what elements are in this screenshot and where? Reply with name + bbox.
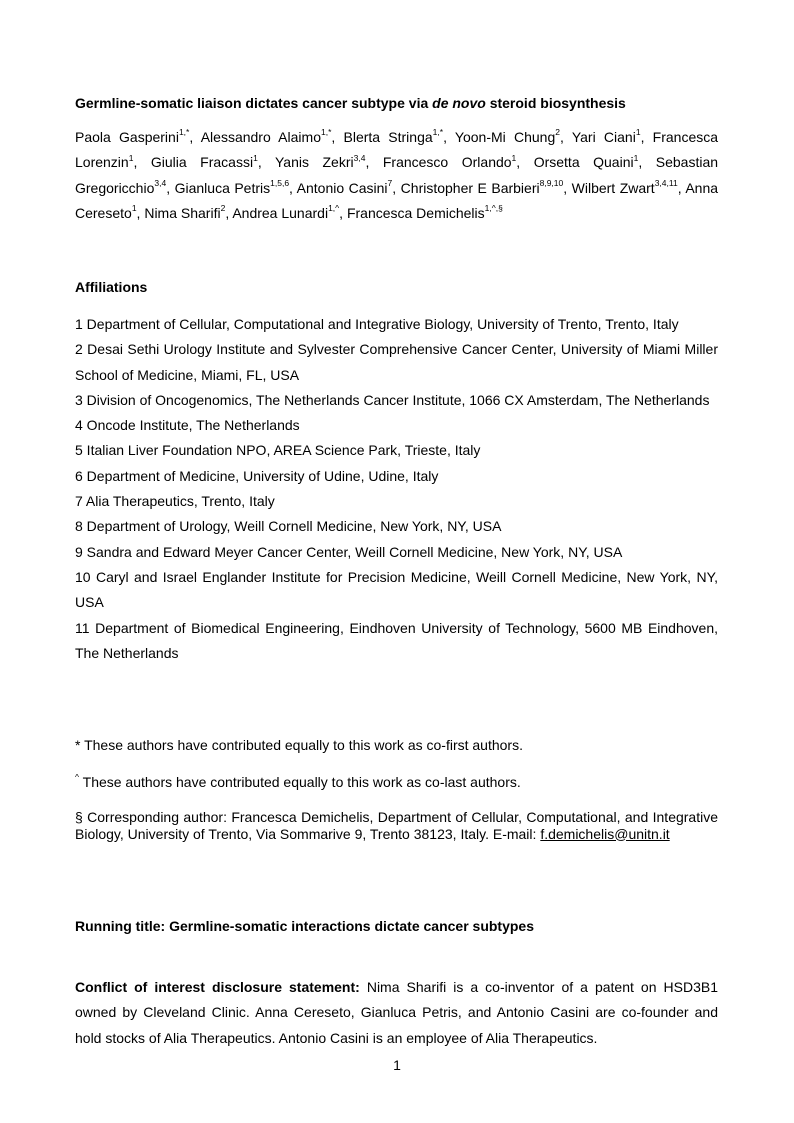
author-affiliation-marker: 7 xyxy=(387,177,393,188)
affiliation-10: 10 Caryl and Israel Englander Institute for Precision Medicine, Weill Cornell Medicine, New York, NY, USA xyxy=(75,568,718,611)
author-name: Paola Gasperini xyxy=(75,129,179,145)
conflict-of-interest xyxy=(75,975,718,1051)
conflict-text: Nima Sharifi is a co-inventor of a patent on HSD3B1 owned by Cleveland Clinic. Anna Cereseto, Gianluca Petris, and Antonio Casini are co-founder and hold stocks of Alia Therapeutics. Antonio Casini is an employee of Alia Therapeutics. xyxy=(75,979,718,1046)
author-name: Francesca Demichelis xyxy=(346,204,485,221)
author-item xyxy=(296,177,393,196)
affiliation-4: 4 Oncode Institute, The Netherlands xyxy=(75,417,300,434)
corresponding-email-link[interactable]: f.demichelis@unitn.it xyxy=(540,825,670,842)
affiliation-6: 6 Department of Medicine, University of Udine, Udine, Italy xyxy=(75,467,439,484)
author-item xyxy=(201,129,332,145)
author-affiliation-marker: 1,* xyxy=(320,127,332,138)
conflict-label: Conflict of interest disclosure statement: xyxy=(75,979,360,995)
affiliation-9: 9 Sandra and Edward Meyer Cancer Center, Weill Cornell Medicine, New York, NY, USA xyxy=(75,543,623,560)
author-name: Anna Cereseto xyxy=(75,179,719,221)
footnote-marker-caret: ^ xyxy=(75,772,79,783)
author-item xyxy=(174,177,290,196)
author-name: Andrea Lunardi xyxy=(232,204,329,221)
author-list: Paola Gasperini$^{1,*}$, Alessandro Alaimo$^{1,*}$, Blerta Stringa$^{1,*}$, Yoon-Mi Chung$^2$, Yari Ciani$^1$, Francesca Lorenzin$^1$, Giulia Fracassi$^1$, Yanis Zekri$^{3,4}$, Francesco Orlando$^1$, Orsetta Quaini$^1$, Sebastian Gregoricchio$^{3,4}$, Gianluca Petris$^{1,5,6}$, Antonio Casini$^7$, Christopher E Barbieri$^{8,9,10}$, Wilbert Zwart$^{3,4,11}$, Anna Cereseto$^1$, Nima Sharifi$^2$, Andrea Lunardi$^{1,\^{}}$, Francesca Demichelis$^{1,\^{},\S}$ xyxy=(75,127,719,221)
author-affiliation-marker: 1,^,§ xyxy=(484,203,503,214)
footnote-co-first xyxy=(75,735,718,755)
title-text-end: steroid biosynthesis xyxy=(485,95,626,111)
author-item xyxy=(383,154,516,170)
affiliation-5: 5 Italian Liver Foundation NPO, AREA Science Park, Trieste, Italy xyxy=(75,442,481,459)
paper-title xyxy=(75,93,718,113)
author-affiliation-marker: 8,9,10 xyxy=(539,177,564,188)
author-name: Orsetta Quaini xyxy=(533,154,634,171)
author-affiliation-marker: 1 xyxy=(128,152,134,163)
author-item xyxy=(400,177,564,196)
affiliation-list xyxy=(75,312,718,666)
author-name: Yanis Zekri xyxy=(274,154,354,171)
title-text-start: Germline-somatic liaison dictates cancer subtype via xyxy=(75,95,433,111)
corresponding-author-text: § Corresponding author: Francesca Demichelis, Department of Cellular, Computational, and Integrative Biology, University of Trento, Via Sommarive 9, Trento 38123, Italy. E-mail: xyxy=(75,809,718,842)
footnote-co-last xyxy=(75,772,718,792)
author-item xyxy=(455,129,560,145)
author-name: Christopher E Barbieri xyxy=(400,179,540,196)
running-title: Running title: Germline-somatic interactions dictate cancer subtypes xyxy=(75,918,534,934)
page-number: 1 xyxy=(393,1057,401,1073)
author-affiliation-marker: 3,4,11 xyxy=(654,177,678,188)
title-italic-term: de novo xyxy=(432,95,486,111)
author-item xyxy=(144,205,225,221)
author-affiliation-marker: 1,* xyxy=(178,127,190,138)
author-item xyxy=(75,129,189,145)
affiliation-2: 2 Desai Sethi Urology Institute and Sylvester Comprehensive Cancer Center, University of Miami Miller School of Medicine, Miami, FL, USA xyxy=(75,341,718,383)
author-name: Francesco Orlando xyxy=(382,154,512,171)
author-item xyxy=(534,154,639,170)
author-name: Gianluca Petris xyxy=(174,179,271,196)
footnote-marker-asterisk: * xyxy=(75,737,81,753)
author-name: Alessandro Alaimo xyxy=(200,129,321,145)
affiliation-1: 1 Department of Cellular, Computational and Integrative Biology, University of Trento, Trento, Italy xyxy=(75,316,679,332)
author-item xyxy=(275,154,365,170)
author-name: Yari Ciani xyxy=(571,129,636,145)
footnote-co-last-text: These authors have contributed equally to this work as co-last authors. xyxy=(79,774,521,790)
author-affiliation-marker: 1 xyxy=(253,152,258,163)
author-item xyxy=(232,205,339,221)
author-item xyxy=(572,129,641,145)
affiliation-11: 11 Department of Biomedical Engineering, Eindhoven University of Technology, 5600 MB Eindhoven, The Netherlands xyxy=(75,619,718,661)
author-affiliation-marker: 1 xyxy=(511,152,517,163)
author-item xyxy=(344,129,444,145)
author-name: Antonio Casini xyxy=(296,179,388,196)
author-name: Nima Sharifi xyxy=(144,204,221,221)
author-affiliation-marker: 1 xyxy=(633,152,639,163)
author-affiliation-marker: 2 xyxy=(555,127,560,138)
author-item xyxy=(347,205,503,221)
author-name: Giulia Fracassi xyxy=(150,154,254,171)
affiliation-3: 3 Division of Oncogenomics, The Netherlands Cancer Institute, 1066 CX Amsterdam, The Netherlands xyxy=(75,391,710,408)
author-item xyxy=(151,154,258,170)
author-affiliation-marker: 3,4 xyxy=(154,177,167,188)
author-name: Yoon-Mi Chung xyxy=(454,129,556,145)
corresponding-author xyxy=(75,809,718,842)
author-affiliation-marker: 3,4 xyxy=(353,152,366,163)
author-name: Blerta Stringa xyxy=(343,129,433,145)
author-affiliation-marker: 2 xyxy=(220,203,226,214)
affiliation-8: 8 Department of Urology, Weill Cornell Medicine, New York, NY, USA xyxy=(75,518,502,535)
author-name: Sebastian Gregoricchio xyxy=(75,154,719,196)
author-affiliation-marker: 1,^ xyxy=(328,203,340,214)
author-affiliation-marker: 1 xyxy=(131,203,137,214)
footnote-co-first-text: These authors have contributed equally to this work as co-first authors. xyxy=(80,737,523,753)
author-item xyxy=(571,177,678,196)
affiliations-heading: Affiliations xyxy=(75,279,148,295)
author-name: Wilbert Zwart xyxy=(571,179,655,196)
affiliation-7: 7 Alia Therapeutics, Trento, Italy xyxy=(75,493,275,510)
author-name: Francesca Lorenzin xyxy=(75,129,719,171)
author-affiliation-marker: 1 xyxy=(635,127,641,138)
author-affiliation-marker: 1,* xyxy=(432,127,444,138)
author-affiliation-marker: 1,5,6 xyxy=(270,177,290,188)
